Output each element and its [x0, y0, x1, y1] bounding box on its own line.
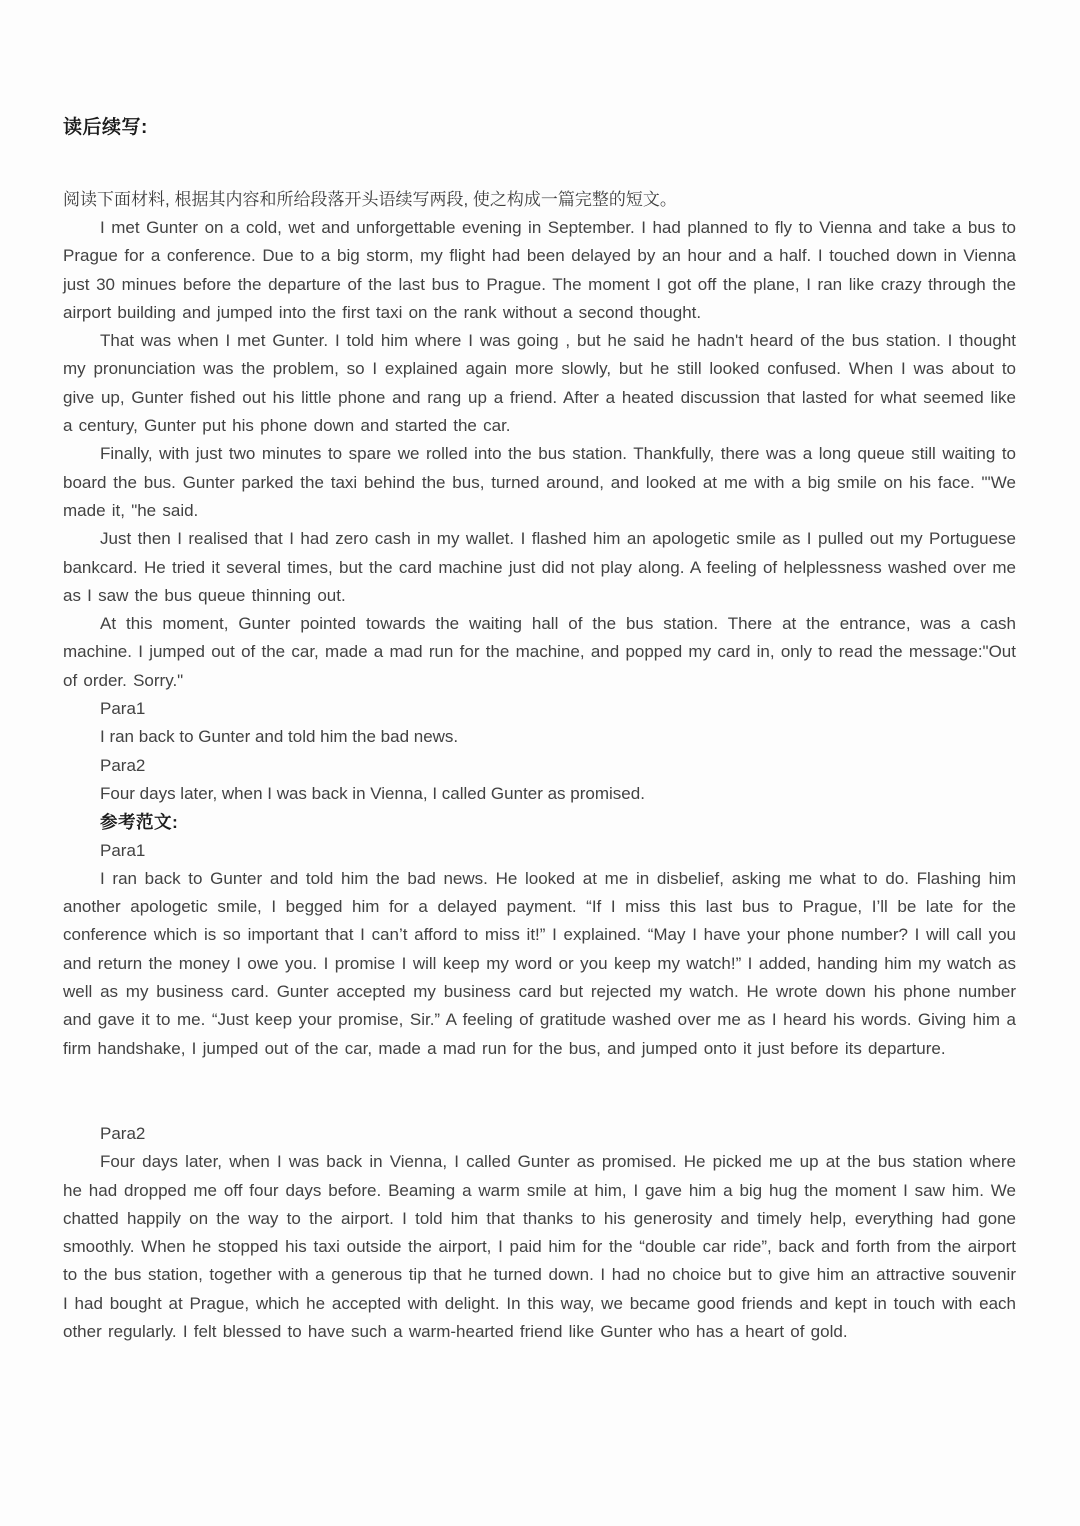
story-paragraph-5: At this moment, Gunter pointed towards the waiting hall of the bus station. There at the entrance, was a cash machine. I jumped out of the car, made a mad run for the machine, and popped my card in, only to read the message:"Out of order. Sorry." [63, 614, 1016, 690]
instruction-text: 阅读下面材料, 根据其内容和所给段落开头语续写两段, 使之构成一篇完整的短文。 [63, 190, 677, 209]
story-paragraph-3: Finally, with just two minutes to spare we rolled into the bus station. Thankfully, there was a long queue still waiting to board the bus. Gunter parked the taxi behind the bus, turned around, and looked at me with a big smile on his face. "'We made it, "he said. [63, 444, 1016, 520]
story-paragraph-2: That was when I met Gunter. I told him where I was going , but he said he hadn't heard of the bus station. I thought my pronunciation was the problem, so I explained again more slowly, but he still looked confused. When I was about to give up, Gunter fished out his little phone and rang up a friend. After a heated discussion that lasted for what seemed like a century, Gunter put his phone down and started the car. [63, 331, 1016, 436]
blank-gap [63, 1063, 1016, 1120]
sample-para1-label: Para1 [100, 840, 146, 860]
story-paragraph-4: Just then I realised that I had zero cash in my wallet. I flashed him an apologetic smile as I pulled out my Portuguese bankcard. He tried it several times, but the card machine just did not play along. A feeling of helplessness washed over me as I saw the bus queue thinning out. [63, 529, 1016, 605]
sample-answer-title: 参考范文: [100, 812, 179, 833]
story-paragraph-1: I met Gunter on a cold, wet and unforgettable evening in September. I had planned to fly to Vienna and take a bus to Prague for a conference. Due to a big storm, my flight had been delayed by an hour and a half. I touched down in Vienna just 30 minues before the departure of the last bus to Prague. The moment I got off the plane, I ran like crazy through the airport building and jumped into the first taxi on the rank without a second thought. [63, 218, 1016, 322]
sample-para2-text: Four days later, when I was back in Vienna, I called Gunter as promised. He picked me up at the bus station where he had dropped me off four days before. Beaming a warm smile at him, I gave him a big hug the moment I saw him. We chatted happily on the way to the airport. I told him that thanks to his generosity and timely help, everything had gone smoothly. When he stopped his taxi outside the airport, I paid him for the “double car ride”, back and forth from the airport to the bus station, together with a generous tip that he turned down. I had no choice but to give him an attractive souvenir I had bought at Prague, which he accepted with delight. In this way, we became good friends and kept in touch with each other regularly. I felt blessed to have such a warm-hearted friend like Gunter who has a heart of gold. [63, 1152, 1016, 1341]
para2-opening-sentence: Four days later, when I was back in Vienna, I called Gunter as promised. [100, 783, 645, 803]
para1-label: Para1 [100, 699, 146, 719]
para1-opening-sentence: I ran back to Gunter and told him the bad news. [100, 727, 459, 747]
sample-para2-label: Para2 [100, 1123, 146, 1143]
section-title: 读后续写: [63, 117, 148, 138]
para2-label: Para2 [100, 755, 146, 775]
sample-para1-text: I ran back to Gunter and told him the bad news. He looked at me in disbelief, asking me what to do. Flashing him another apologetic smile, I begged him for a delayed payment. “If I miss this last bus to Prague, I’ll be late for the conference which is so important that I can’t afford to miss it!” I explained. “May I have your phone number? I will call you and return the money I owe you. I promise I will keep my word or you keep my watch!” I added, handing him my watch as well as my business card. Gunter accepted my business card but rejected my watch. He wrote down his phone number and gave it to me. “Just keep your promise, Sir.” A feeling of gratitude washed over me as I heard his words. Giving him a firm handshake, I jumped out of the car, made a mad run for the bus, and jumped onto it just before its departure. [63, 868, 1016, 1058]
